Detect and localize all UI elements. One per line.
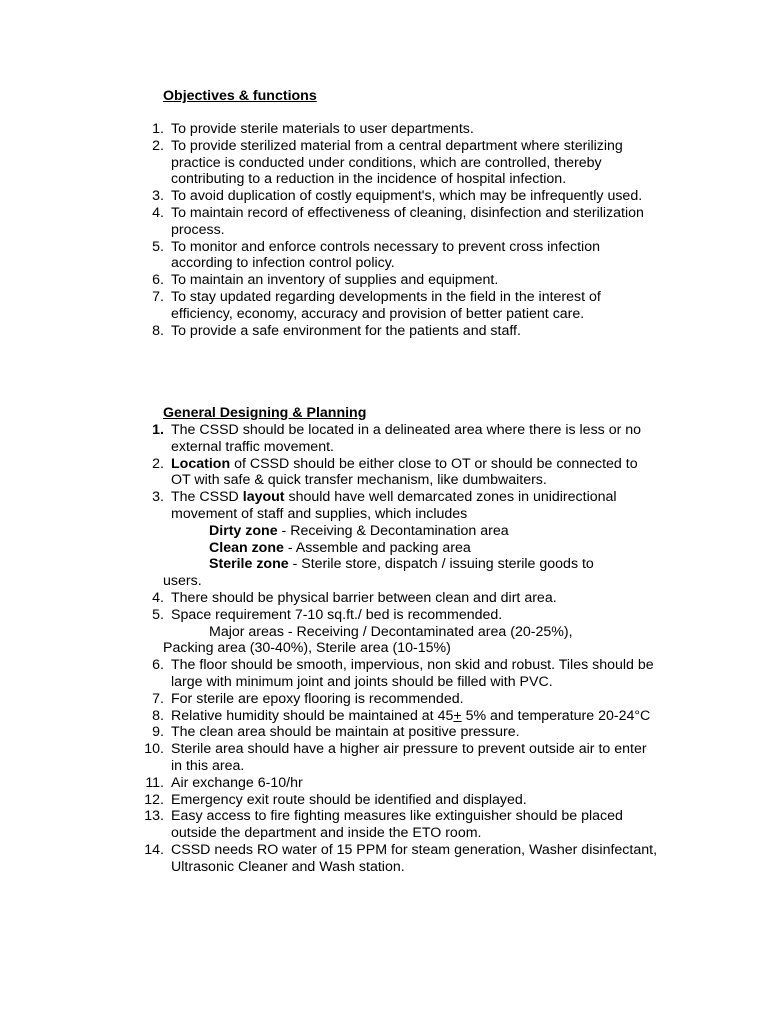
zone-line xyxy=(140,523,660,540)
list-item xyxy=(140,272,660,289)
planning-heading: General Designing & Planning xyxy=(163,405,367,421)
list-item xyxy=(140,323,660,340)
item-number: 1. xyxy=(152,422,164,438)
zone-name: Dirty zone xyxy=(209,522,278,539)
list-item xyxy=(140,121,660,138)
item-text: Easy access to fire fighting measures like extinguisher should be placed outside the department and inside the ETO room. xyxy=(171,808,623,842)
item-number: 2. xyxy=(152,455,164,472)
item-keyword: Location xyxy=(171,455,231,472)
item-number: 13. xyxy=(144,808,164,825)
list-item xyxy=(140,775,660,792)
zone-desc: - Receiving & Decontamination area xyxy=(277,522,509,539)
item-number: 3. xyxy=(152,188,164,205)
plus-minus-sign: + xyxy=(453,707,462,724)
item-text: To monitor and enforce controls necessary to prevent cross infection according to infection control policy. xyxy=(171,238,600,272)
zone-name: Clean zone xyxy=(209,539,284,556)
item-number: 6. xyxy=(152,657,164,674)
continuation-line: Packing area (30-40%), Sterile area (10-15%) xyxy=(163,640,451,657)
item-text: There should be physical barrier between clean and dirt area. xyxy=(171,589,557,606)
item-text: For sterile are epoxy flooring is recommended. xyxy=(171,690,464,707)
item-keyword: layout xyxy=(242,489,285,506)
item-text: Space requirement 7-10 sq.ft./ bed is recommended. xyxy=(171,606,503,623)
list-item xyxy=(140,289,660,323)
list-item xyxy=(140,842,660,876)
zone-line xyxy=(140,556,660,573)
item-text: To stay updated regarding developments in the field in the interest of efficiency, economy, accuracy and provision of better patient care. xyxy=(171,288,601,322)
list-item xyxy=(140,456,660,490)
zone-desc: - Assemble and packing area xyxy=(283,539,471,556)
item-text: The clean area should be maintain at positive pressure. xyxy=(171,724,520,741)
list-item xyxy=(140,792,660,809)
list-item xyxy=(140,708,660,725)
item-text: The floor should be smooth, impervious, non skid and robust. Tiles should be large with minimum joint and joints should be filled with PVC. xyxy=(171,657,654,690)
item-number: 7. xyxy=(152,288,164,305)
item-text: CSSD needs RO water of 15 PPM for steam generation, Washer disinfectant, Ultrasonic Cleaner and Wash station. xyxy=(171,841,658,875)
list-item xyxy=(140,741,660,775)
list-item xyxy=(140,422,660,456)
item-text-pre: Relative humidity should be maintained at 45 xyxy=(171,707,454,724)
planning-list xyxy=(140,422,660,876)
item-number: 8. xyxy=(152,707,164,724)
list-item xyxy=(140,657,660,691)
list-item xyxy=(140,239,660,273)
zone-desc: - Sterile store, dispatch / issuing sterile goods to xyxy=(288,556,594,573)
item-text: Emergency exit route should be identified and displayed. xyxy=(171,791,527,808)
list-item xyxy=(140,691,660,708)
list-item xyxy=(140,188,660,205)
zone-line xyxy=(140,540,660,557)
item-text: To avoid duplication of costly equipment's, which may be infrequently used. xyxy=(171,188,643,205)
continuation-line: users. xyxy=(163,573,202,590)
list-item xyxy=(140,205,660,239)
list-item xyxy=(140,808,660,842)
item-text: To provide sterile materials to user departments. xyxy=(171,121,474,137)
list-item xyxy=(140,724,660,741)
item-text-pre: The CSSD xyxy=(171,489,243,506)
item-number: 10. xyxy=(144,741,164,758)
list-item xyxy=(140,138,660,188)
objectives-heading: Objectives & functions xyxy=(163,88,317,104)
item-number: 8. xyxy=(152,322,164,339)
item-text: To maintain an inventory of supplies and equipment. xyxy=(171,272,499,289)
item-number: 9. xyxy=(152,724,164,741)
zone-name: Sterile zone xyxy=(209,556,289,573)
item-text: To provide a safe environment for the patients and staff. xyxy=(171,322,521,339)
item-number: 1. xyxy=(152,121,164,137)
list-item xyxy=(140,590,660,607)
item-number: 5. xyxy=(152,606,164,623)
item-number: 4. xyxy=(152,204,164,221)
item-text: Air exchange 6-10/hr xyxy=(171,774,303,791)
item-number: 7. xyxy=(152,690,164,707)
item-number: 2. xyxy=(152,137,164,154)
item-text: To maintain record of effectiveness of cleaning, disinfection and sterilization process. xyxy=(171,204,644,238)
item-text: 5% and temperature 20-24°C xyxy=(461,707,651,724)
item-text: To provide sterilized material from a central department where sterilizing practice is conducted under conditions, which are controlled, thereby contributing to a reduction in the incidence of hospital infection. xyxy=(171,137,623,188)
item-text: The CSSD should be located in a delineated area where there is less or no external traffic movement. xyxy=(171,422,642,455)
item-text: of CSSD should be either close to OT or should be connected to OT with safe & quick transfer mechanism, like dumbwaiters. xyxy=(171,455,638,489)
item-text: should have well demarcated zones in unidirectional movement of staff and supplies, which includes xyxy=(171,489,617,522)
list-item xyxy=(140,489,660,523)
item-number: 3. xyxy=(152,489,164,506)
item-number: 12. xyxy=(144,791,164,808)
item-number: 4. xyxy=(152,589,164,606)
sub-line: Major areas - Receiving / Decontaminated area (20-25%), xyxy=(209,623,573,640)
item-number: 14. xyxy=(144,841,164,858)
objectives-list xyxy=(140,121,660,339)
list-item xyxy=(140,607,660,624)
item-text: Sterile area should have a higher air pressure to prevent outside air to enter in this area. xyxy=(171,741,647,774)
item-number: 11. xyxy=(145,774,164,791)
item-number: 6. xyxy=(152,272,164,289)
item-number: 5. xyxy=(152,238,164,255)
